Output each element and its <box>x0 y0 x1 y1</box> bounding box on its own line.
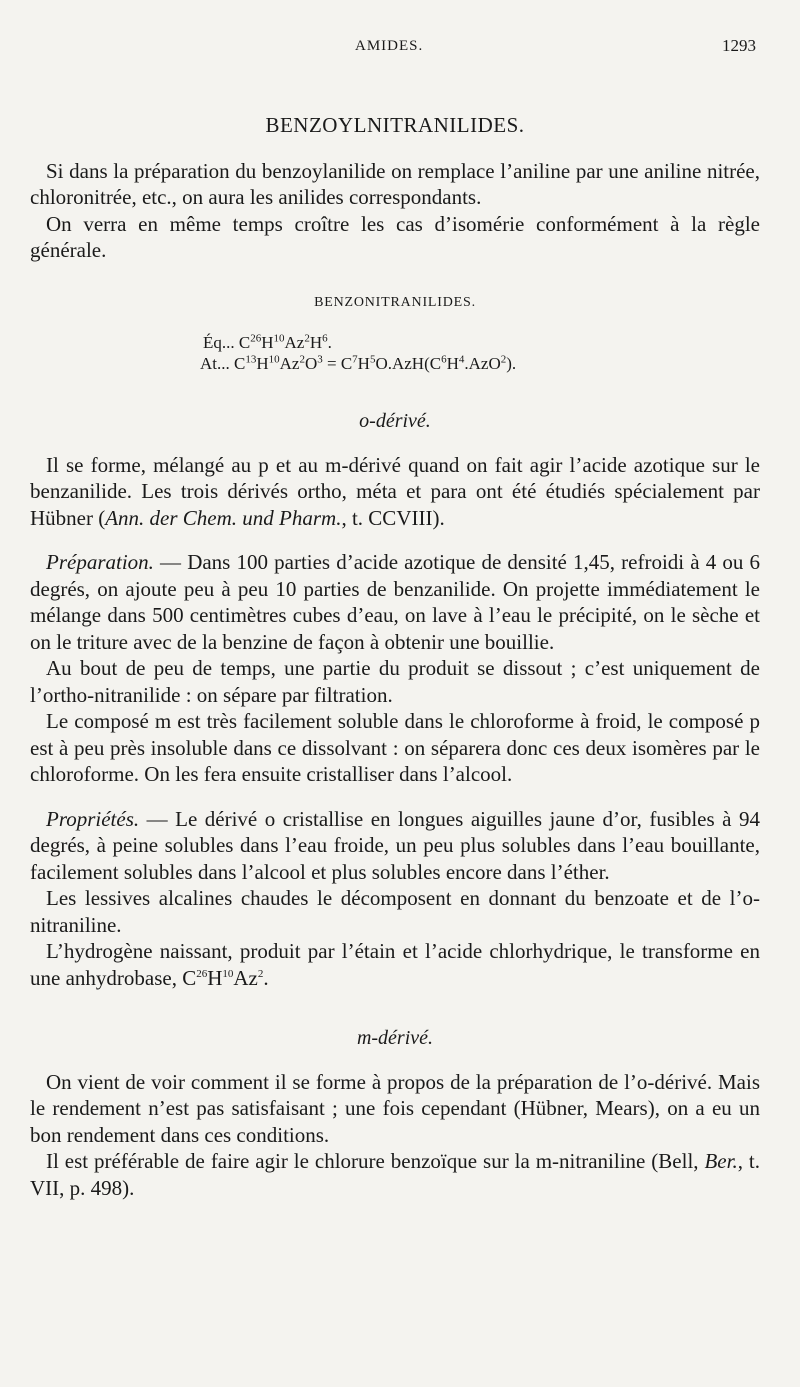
preparation-text: — Dans 100 parties d’acide azotique de densité 1,45, refroidi à 4 ou 6 degrés, on ajoute peu à peu 10 parties de benzanilide. On projette immédiatement le mélange dans 500 centimètres cubes d’eau, on lave à l’eau le précipité, on le sèche et on le triture avec de la benzine de façon à obtenir une bouillie. <box>30 550 760 654</box>
o-derive-paragraph-7: L’hydrogène naissant, produit par l’étain et l’acide chlorhydrique, le transforme en une anhydrobase, $C^{26}H^{10}Az^2$. <box>30 939 760 990</box>
m-derive-p2-reference: Ber. <box>704 1149 738 1173</box>
o-derive-heading: o-dérivé. <box>359 410 431 432</box>
o-derive-paragraph-4: Le composé m est très facilement soluble dans le chloroforme à froid, le composé p est à peu près insoluble dans ce dissolvant : on séparera donc ces deux isomères par le chloroforme. On les fera ensuite cristalliser dans l’alcool. <box>30 709 760 786</box>
formula-eq-prefix: Éq... <box>203 333 239 352</box>
formula-equivalents: Éq... $C^{26}H^{10}Az^2H^6$. <box>203 332 332 352</box>
properties-text: — Le dérivé o cristallise en longues aiguilles jaune d’or, fusibles à 94 degrés, à peine solubles dans l’eau froide, un peu plus solubles dans l’eau bouillante, facilement solubles dans l’alcool et plus solubles encore dans l’éther. <box>30 806 760 884</box>
properties-paragraph <box>30 806 760 886</box>
o-derive-paragraph-6: Les lessives alcalines chaudes le décomposent en donnant du benzoate et de l’o-nitraniline. <box>30 886 760 937</box>
m-derive-heading: m-dérivé. <box>356 1027 434 1049</box>
preparation-label: Préparation. <box>46 550 154 574</box>
m-derive-p2-text: Il est préférable de faire agir le chlorure benzoïque sur la m-nitraniline (Bell, <box>46 1149 705 1173</box>
preparation-paragraph <box>30 549 760 655</box>
m-derive-paragraph-1: On vient de voir comment il se forme à propos de la préparation de l’o-dérivé. Mais le rendement n’est pas satisfaisant ; une fois cependant (Hübner, Mears), on a eu un bon rendement dans ces conditions. <box>30 1069 760 1147</box>
o-derive-p7-text: L’hydrogène naissant, produit par l’étain et l’acide chlorhydrique, le transforme en une anhydrobase, <box>30 939 760 990</box>
o-derive-p1-reference: Ann. der Chem. und Pharm. <box>105 505 342 530</box>
formula-atomic: At... $C^{13}H^{10}Az^2O^3 = C^7H^5O.AzH(C^6H^4.AzO^2)$. <box>200 353 517 373</box>
page-number: 1293 <box>722 36 756 55</box>
formula-block <box>200 332 760 374</box>
o-derive-p1-end: , t. CCVIII). <box>341 505 445 530</box>
intro-paragraph-2: On verra en même temps croître les cas d’isomérie conformément à la règle générale. <box>30 211 760 262</box>
section-title: BENZOYLNITRANILIDES. <box>265 113 525 137</box>
formula-at-prefix: At... <box>200 354 234 373</box>
o-derive-paragraph-1 <box>30 452 760 532</box>
o-derive-paragraph-3: Au bout de peu de temps, une partie du produit se dissout ; c’est uniquement de l’ortho-nitranilide : on sépare par filtration. <box>30 656 760 707</box>
running-header <box>0 30 800 60</box>
m-derive-p2-end: , t. VII, p. 498). <box>30 1149 760 1200</box>
o-derive-p1-text: Il se forme, mélangé au p et au m-dérivé quand on fait agir l’acide azotique sur le benzanilide. Les trois dérivés ortho, méta et para ont été étudiés spécialement par Hübner ( <box>30 452 760 530</box>
properties-label: Propriétés. <box>46 806 140 831</box>
page-body <box>30 112 760 1201</box>
running-title: AMIDES. <box>355 38 424 54</box>
intro-paragraph-1: Si dans la préparation du benzoylanilide on remplace l’aniline par une aniline nitrée, chloronitrée, etc., on aura les anilides correspondants. <box>30 158 760 209</box>
m-derive-paragraph-2 <box>30 1148 760 1201</box>
subsection-title: BENZONITRANILIDES. <box>314 294 476 310</box>
